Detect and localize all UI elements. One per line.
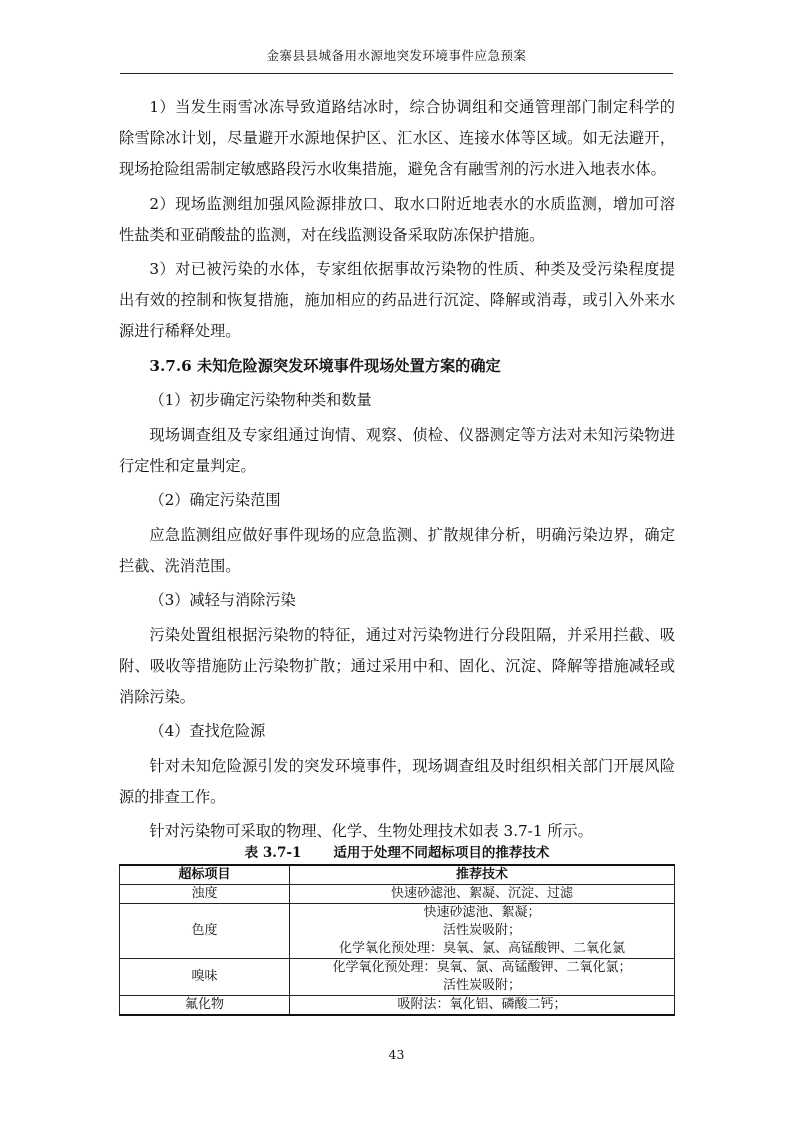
table-cell-item: 浊度 bbox=[120, 885, 290, 904]
table-row bbox=[120, 904, 675, 959]
section-heading: 3.7.6 未知危险源突发环境事件现场处置方案的确定 bbox=[149, 356, 501, 375]
paragraph-polluted-water: 3）对已被污染的水体，专家组依据事故污染物的性质、种类及受污染程度提出有效的控制和恢复措施，施加相应的药品进行沉淀、降解或消毒，或引入外来水源进行稀释处理。 bbox=[119, 260, 675, 340]
subheading-2: （2）确定污染范围 bbox=[149, 491, 281, 509]
page-header: 金寨县县城备用水源地突发环境事件应急预案 bbox=[266, 48, 527, 63]
table-cell-item: 氟化物 bbox=[120, 996, 290, 1016]
table-cell-item: 嗅味 bbox=[120, 959, 290, 996]
table-row bbox=[120, 996, 675, 1016]
table-cell-item: 色度 bbox=[120, 904, 290, 959]
table-header-cell: 超标项目 bbox=[120, 865, 290, 885]
table-row bbox=[120, 885, 675, 904]
paragraph-reduce-pollution: 污染处置组根据污染物的特征，通过对污染物进行分段阻隔，并采用拦截、吸附、吸收等措施防止污染物扩散；通过采用中和、固化、沉淀、降解等措施减轻或消除污染。 bbox=[119, 625, 675, 706]
table-cell-tech bbox=[290, 996, 675, 1016]
tech-line: 活性炭吸附； bbox=[442, 978, 521, 993]
page-number: 43 bbox=[388, 1047, 405, 1062]
table-cell-tech bbox=[290, 959, 675, 996]
tech-line: 化学氧化预处理：臭氧、氯、高锰酸钾、二氧化氯； bbox=[332, 960, 632, 975]
table-caption bbox=[119, 843, 675, 863]
paragraph-find-source: 针对未知危险源引发的突发环境事件，现场调查组及时组织相关部门开展风险源的排查工作。 bbox=[119, 756, 675, 806]
paragraph-table-intro: 针对污染物可采取的物理、化学、生物处理技术如表 3.7-1 所示。 bbox=[149, 822, 593, 840]
tech-line: 快速砂滤池、絮凝、沉淀、过滤 bbox=[390, 886, 573, 901]
paragraph-pollution-range: 应急监测组应做好事件现场的应急监测、扩散规律分析，明确污染边界，确定拦截、洗消范围。 bbox=[119, 525, 675, 575]
table-header-cell: 推荐技术 bbox=[290, 865, 675, 885]
subheading-4: （4）查找危险源 bbox=[149, 722, 266, 740]
recommended-technology-table bbox=[119, 864, 675, 1016]
subheading-3: （3）减轻与消除污染 bbox=[149, 591, 296, 609]
subheading-1: （1）初步确定污染物种类和数量 bbox=[149, 391, 372, 409]
tech-line: 吸附法：氧化铝、磷酸二钙； bbox=[397, 997, 567, 1012]
body-text bbox=[119, 92, 675, 851]
header-rule bbox=[120, 73, 673, 74]
tech-line: 快速砂滤池、絮凝； bbox=[423, 905, 541, 920]
table-caption-number: 表 3.7-1 bbox=[244, 845, 302, 861]
paragraph-monitoring: 2）现场监测组加强风险源排放口、取水口附近地表水的水质监测，增加可溶性盐类和亚硝酸盐的监测，对在线监测设备采取防冻保护措施。 bbox=[119, 194, 675, 244]
table-header-row bbox=[120, 865, 675, 885]
tech-line: 活性炭吸附； bbox=[442, 923, 521, 938]
table-caption-title: 适用于处理不同超标项目的推荐技术 bbox=[333, 845, 550, 861]
table-cell-tech bbox=[290, 885, 675, 904]
table-row bbox=[120, 959, 675, 996]
table-cell-tech bbox=[290, 904, 675, 959]
paragraph-determine-pollutant: 现场调查组及专家组通过询情、观察、侦检、仪器测定等方法对未知污染物进行定性和定量判定。 bbox=[119, 425, 675, 475]
tech-line: 化学氧化预处理：臭氧、氯、高锰酸钾、二氧化氯 bbox=[338, 941, 625, 956]
paragraph-snow-ice-plan: 1）当发生雨雪冰冻导致道路结冰时，综合协调组和交通管理部门制定科学的除雪除冰计划，尽量避开水源地保护区、汇水区、连接水体等区域。如无法避开，现场抢险组需制定敏感路段污水收集措施，避免含有融雪剂的污水进入地表水体。 bbox=[119, 98, 675, 178]
